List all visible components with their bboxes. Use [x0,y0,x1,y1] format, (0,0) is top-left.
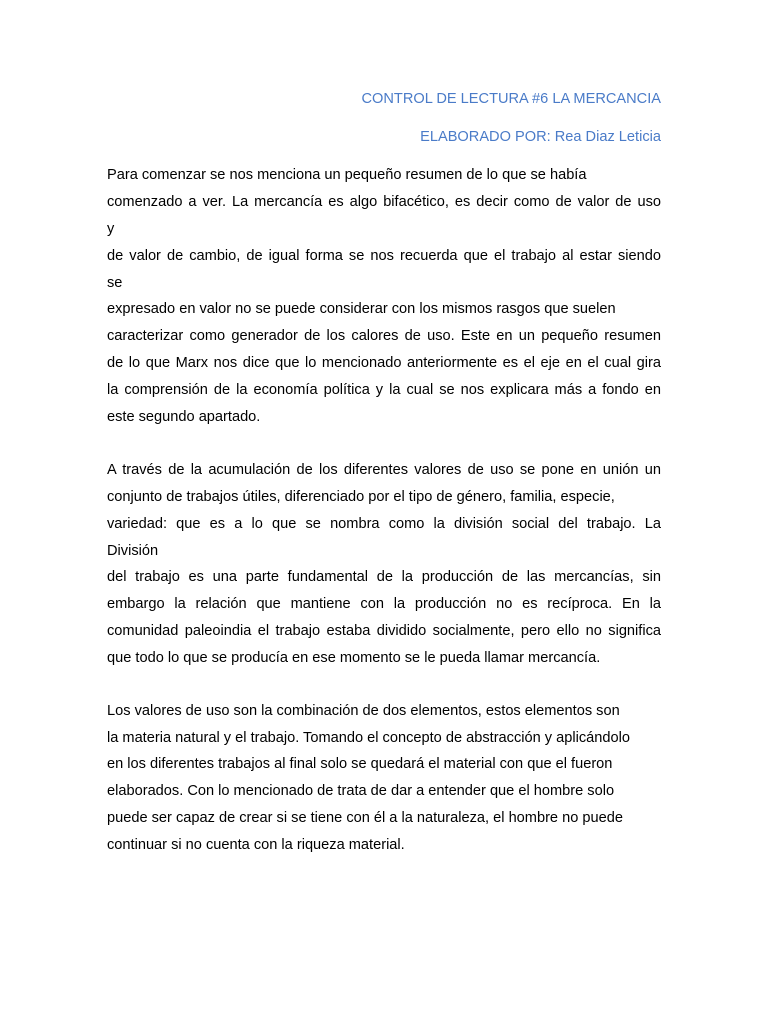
paragraph-3-line-2: la materia natural y el trabajo. Tomando el concepto de abstracción y aplicándolo [107,730,630,746]
paragraph-3-line-5: puede ser capaz de crear si se tiene con él a la naturaleza, el hombre no puede [107,810,623,826]
paragraph-1-line-7: caracterizar como generador de los calores de uso. Este en un pequeño resumen [107,328,661,344]
paragraph-2-line-1: A través de la acumulación de los diferentes valores de uso se pone en unión un [107,462,661,478]
paragraph-3-line-4: elaborados. Con lo mencionado de trata de dar a entender que el hombre solo [107,783,615,799]
paragraph-2-line-2: conjunto de trabajos útiles, diferenciado por el tipo de género, familia, especie, [107,489,615,505]
paragraph-1-line-6: expresado en valor no se puede considerar con los mismos rasgos que suelen [107,301,616,317]
author-line: ELABORADO POR: Rea Diaz Leticia [420,129,661,145]
paragraph-1-line-10: este segundo apartado. [107,409,261,425]
paragraph-3-line-6: continuar si no cuenta con la riqueza material. [107,837,405,853]
paragraph-2-line-5: del trabajo es una parte fundamental de la producción de las mercancías, sin [107,569,661,585]
paragraph-1-line-9: la comprensión de la economía política y la cual se nos explicara más a fondo en [107,382,661,398]
paragraph-1-line-4: de valor de cambio, de igual forma se nos recuerda que el trabajo al estar siendo [107,248,661,264]
paragraph-1-line-3: y [107,221,115,237]
paragraph-1-line-1: Para comenzar se nos menciona un pequeño resumen de lo que se había [107,167,587,183]
paragraph-3-line-3: en los diferentes trabajos al final solo se quedará el material con que el fueron [107,756,613,772]
document-title: CONTROL DE LECTURA #6 LA MERCANCIA [361,91,661,107]
paragraph-2-line-4: División [107,543,159,559]
paragraph-2-line-7: comunidad paleoindia el trabajo estaba dividido socialmente, pero ello no significa [107,623,661,639]
paragraph-1-line-5: se [107,275,123,291]
paragraph-2-line-3: variedad: que es a lo que se nombra como la división social del trabajo. La [107,516,661,532]
paragraph-2-line-6: embargo la relación que mantiene con la producción no es recíproca. En la [107,596,661,612]
paragraph-1-line-2: comenzado a ver. La mercancía es algo bifacético, es decir como de valor de uso [107,194,661,210]
paragraph-3-line-1: Los valores de uso son la combinación de dos elementos, estos elementos son [107,703,620,719]
paragraph-1-line-8: de lo que Marx nos dice que lo mencionado anteriormente es el eje en el cual gira [107,355,661,371]
paragraph-2-line-8: que todo lo que se producía en ese momento se le pueda llamar mercancía. [107,650,601,666]
